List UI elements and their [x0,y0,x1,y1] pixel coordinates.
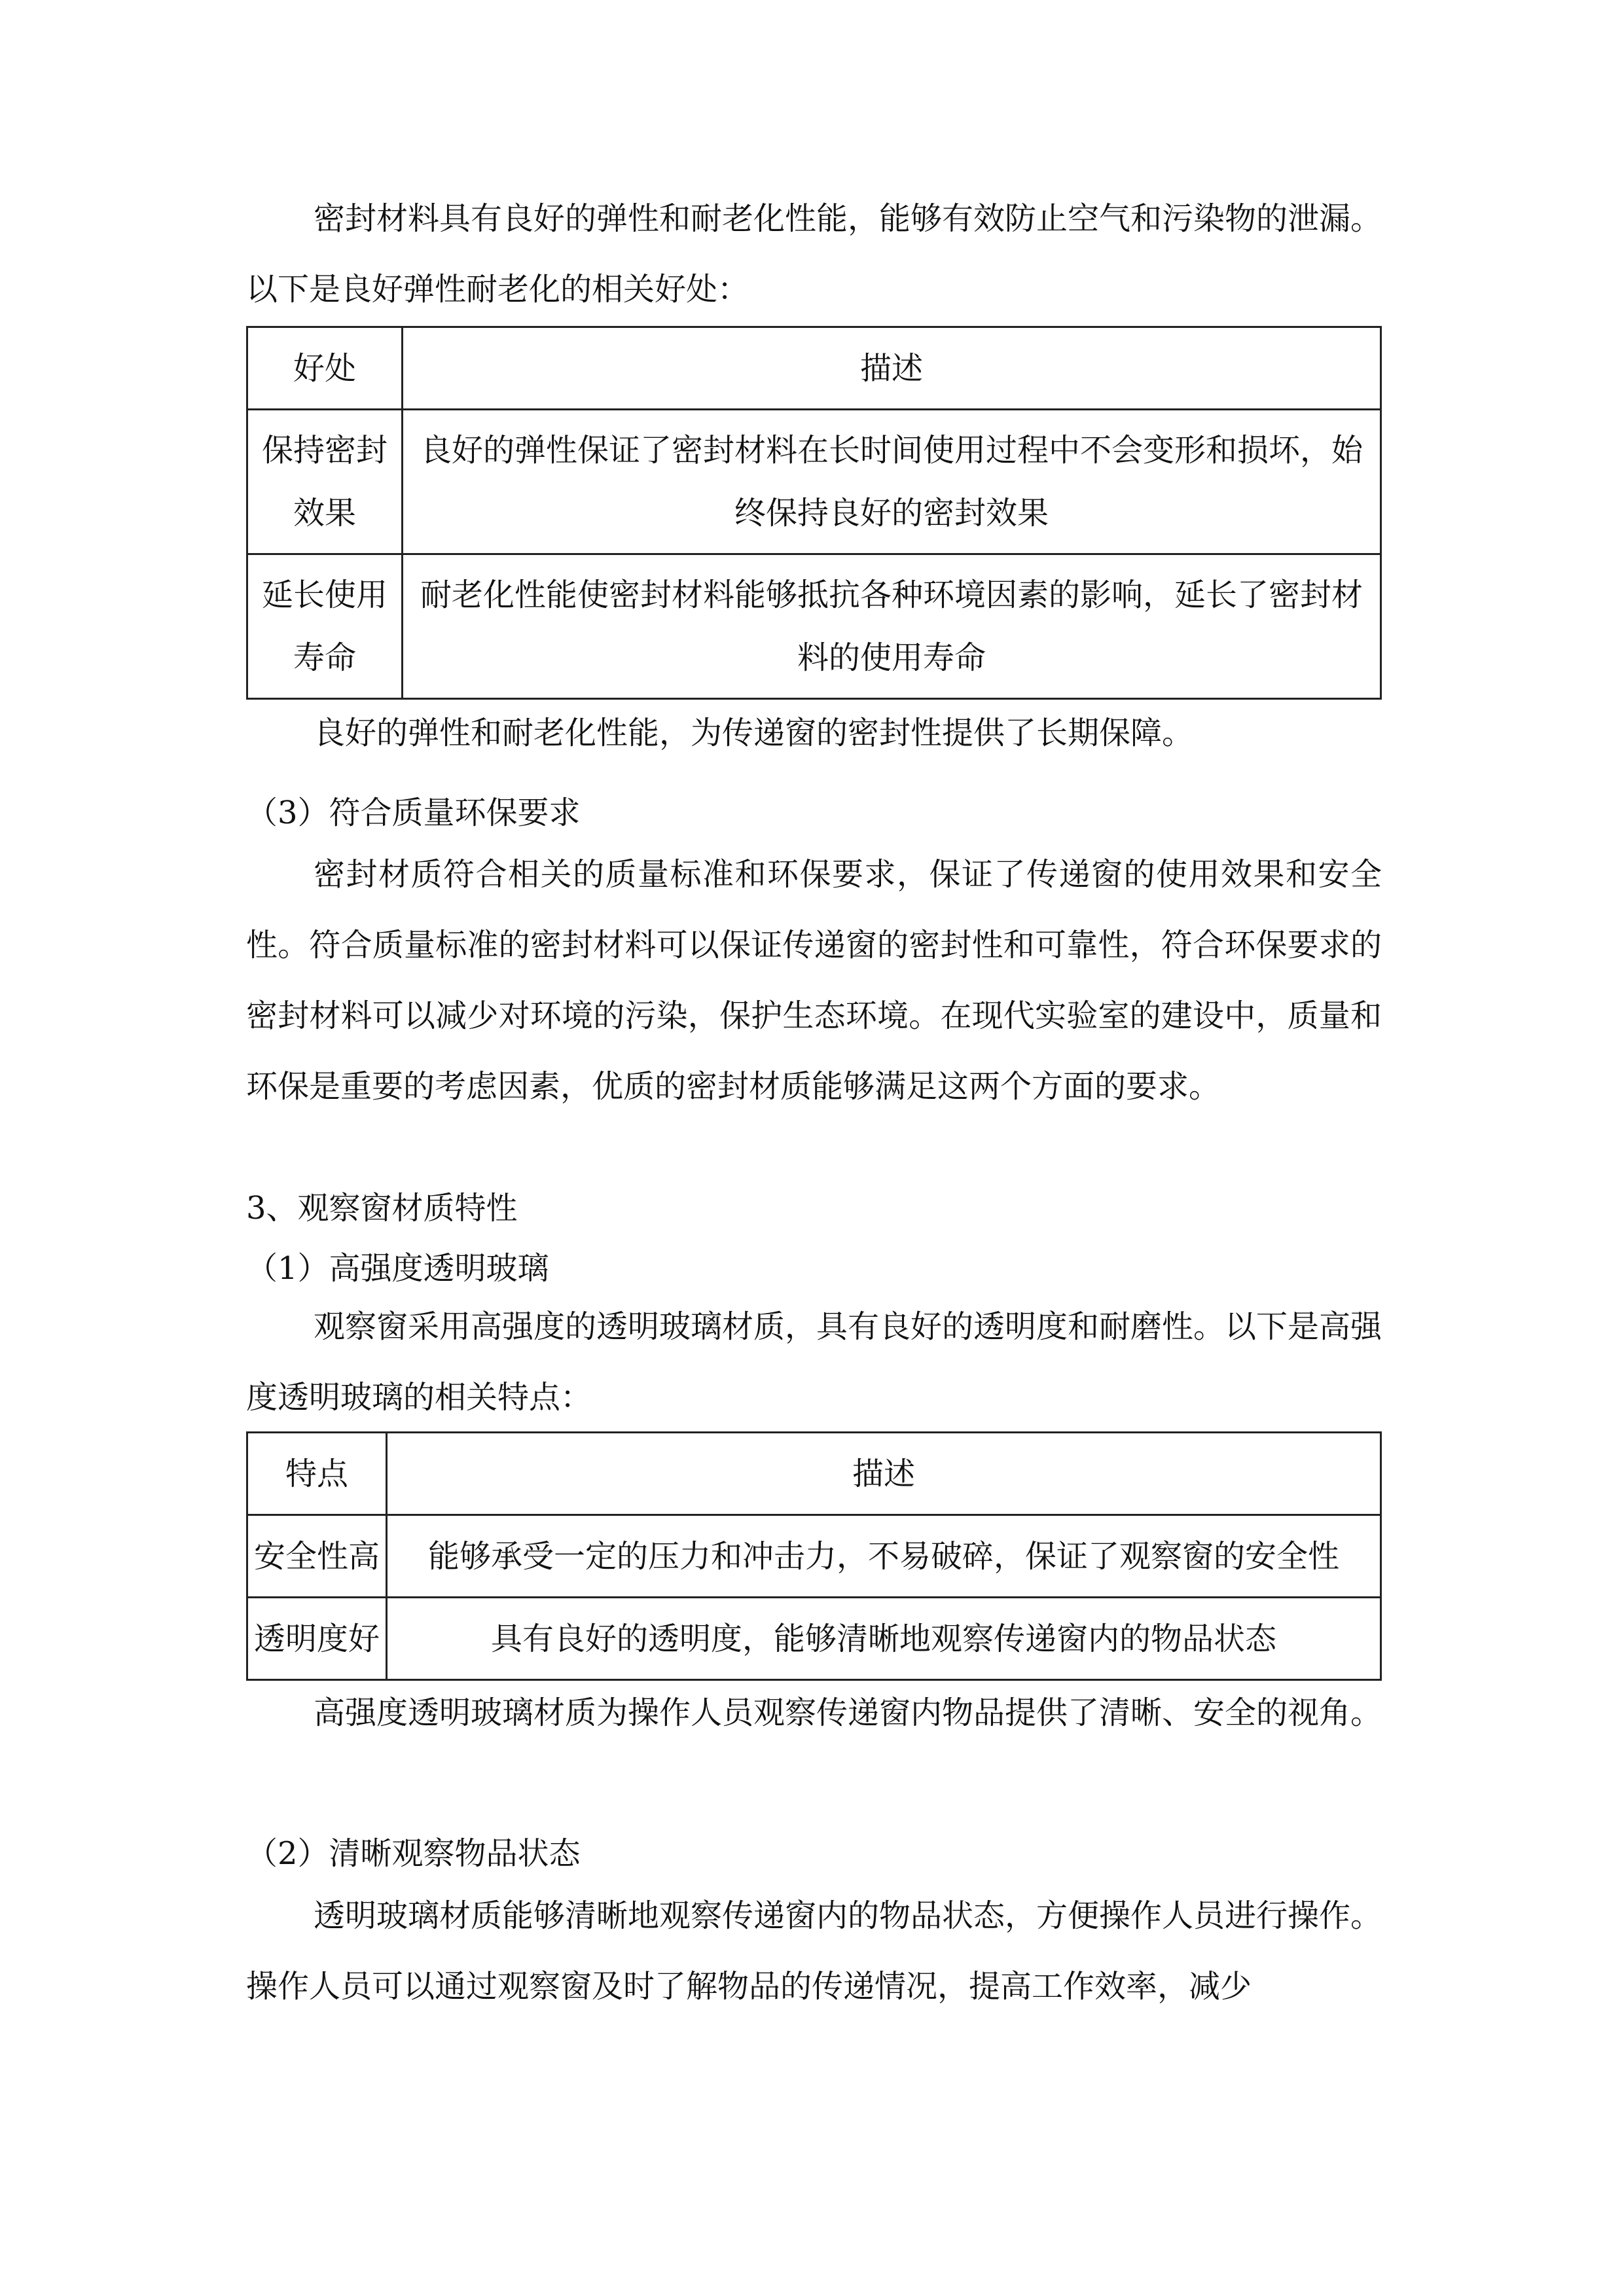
sub1-body-block [246,1291,1382,1433]
section-3-paragraph: 密封材质符合相关的质量标准和环保要求，保证了传递窗的使用效果和安全性。符合质量标准的密封材料可以保证传递窗的密封性和可靠性，符合环保要求的密封材料可以减少对环境的污染，保护生态环境。在现代实验室的建设中，质量和环保是重要的考虑因素，优质的密封材质能够满足这两个方面的要求。 [246,856,1382,1105]
table-row [247,554,1381,699]
section-3-body-block [246,839,1382,1122]
sub2-body-block [246,1880,1382,2022]
sub1-paragraph: 观察窗采用高强度的透明玻璃材质，具有良好的透明度和耐磨性。以下是高强度透明玻璃的相关特点： [246,1308,1382,1416]
table-cell-label: 透明度好 [247,1598,387,1680]
table-row [247,1515,1381,1598]
chapter-3-heading-block [246,1187,1382,1229]
summary2-block [246,1677,1382,1748]
table-header-cell: 描述 [403,327,1381,410]
table-cell-label: 安全性高 [247,1515,387,1598]
table-row [247,1598,1381,1680]
sub2-heading-block [246,1833,1382,1874]
table-header-cell: 描述 [387,1433,1381,1515]
intro-paragraph: 密封材料具有良好的弹性和耐老化性能，能够有效防止空气和污染物的泄漏。以下是良好弹性耐老化的相关好处： [246,200,1382,308]
features-table [246,1431,1382,1681]
intro-block [246,183,1382,325]
table-cell-desc: 具有良好的透明度，能够清晰地观察传递窗内的物品状态 [387,1598,1381,1680]
summary-paragraph: 良好的弹性和耐老化性能，为传递窗的密封性提供了长期保障。 [314,715,1194,751]
section-3-heading-block [246,792,1382,834]
summary1-block [246,698,1382,768]
table-header-cell: 特点 [247,1433,387,1515]
table-cell-label: 延长使用寿命 [247,554,403,699]
table-cell-desc: 良好的弹性保证了密封材料在长时间使用过程中不会变形和损坏，始终保持良好的密封效果 [403,410,1381,554]
table-row [247,410,1381,554]
subsection-heading: （1）高强度透明玻璃 [246,1250,549,1287]
subsection-heading: （2）清晰观察物品状态 [246,1835,581,1872]
benefits-table [246,326,1382,700]
table-header-cell: 好处 [247,327,403,410]
chapter-heading: 3、观察窗材质特性 [246,1190,518,1227]
table-cell-label: 保持密封效果 [247,410,403,554]
table-cell-desc: 耐老化性能使密封材料能够抵抗各种环境因素的影响，延长了密封材料的使用寿命 [403,554,1381,699]
section-heading: （3）符合质量环保要求 [246,795,581,831]
table-cell-desc: 能够承受一定的压力和冲击力，不易破碎，保证了观察窗的安全性 [387,1515,1381,1598]
sub1-heading-block [246,1247,1382,1289]
sub2-paragraph: 透明玻璃材质能够清晰地观察传递窗内的物品状态，方便操作人员进行操作。操作人员可以通过观察窗及时了解物品的传递情况，提高工作效率，减少 [246,1897,1382,2005]
table-header-row [247,1433,1381,1515]
summary-paragraph: 高强度透明玻璃材质为操作人员观察传递窗内物品提供了清晰、安全的视角。 [314,1695,1382,1731]
table-header-row [247,327,1381,410]
